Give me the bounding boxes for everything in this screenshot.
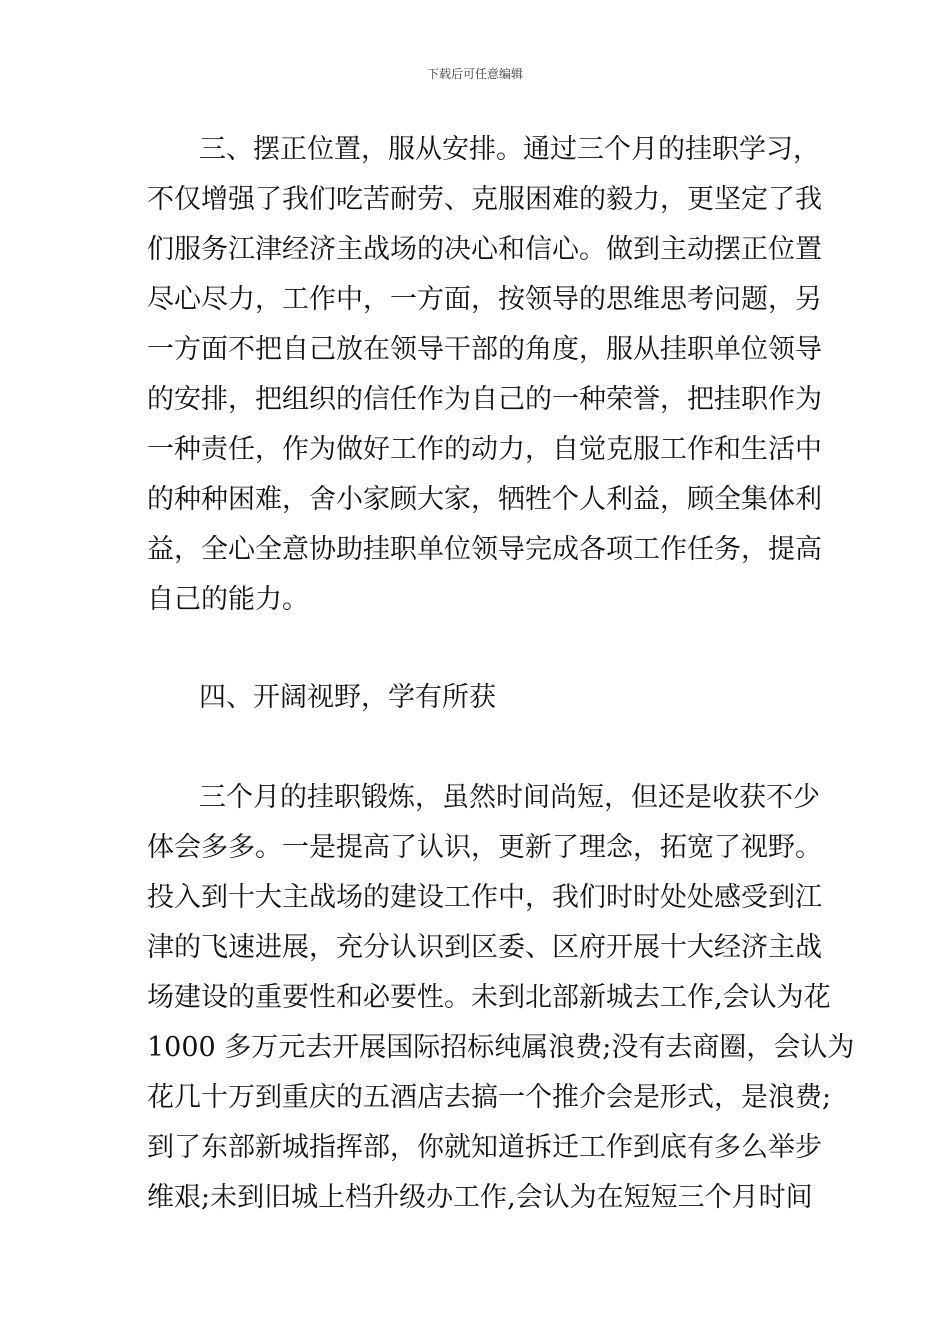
paragraph-line: 花几十万到重庆的五酒店去搞一个推介会是形式，是浪费; <box>147 1082 832 1113</box>
paragraph-line: 自己的能力。 <box>147 584 309 615</box>
paragraph-line: 到了东部新城指挥部，你就知道拆迁工作到底有多么举步 <box>147 1132 822 1163</box>
paragraph-line: 津的飞速进展，充分认识到区委、区府开展十大经济主战 <box>147 932 822 963</box>
paragraph-line: 尽心尽力，工作中，一方面，按领导的思维思考问题，另 <box>147 284 822 315</box>
paragraph-line: 三个月的挂职锻炼，虽然时间尚短，但还是收获不少 <box>199 782 820 813</box>
paragraph-line: 三、摆正位置，服从安排。通过三个月的挂职学习， <box>199 134 820 165</box>
page-header: 下载后可任意编辑 <box>426 67 523 81</box>
paragraph-line: 投入到十大主战场的建设工作中，我们时时处处感受到江 <box>147 882 822 913</box>
paragraph-line: 场建设的重要性和必要性。未到北部新城去工作,会认为花 <box>147 982 831 1013</box>
paragraph-line: 的种种困难，舍小家顾大家，牺牲个人利益，顾全集体利 <box>147 484 822 515</box>
paragraph-line: 一方面不把自己放在领导干部的角度，服从挂职单位领导 <box>147 334 822 365</box>
paragraph-line: 一种责任，作为做好工作的动力，自觉克服工作和生活中 <box>147 434 822 465</box>
paragraph-line: 不仅增强了我们吃苦耐劳、克服困难的毅力，更坚定了我 <box>147 184 822 215</box>
paragraph-line: 的安排，把组织的信任作为自己的一种荣誉，把挂职作为 <box>147 384 822 415</box>
paragraph-line: 们服务江津经济主战场的决心和信心。做到主动摆正位置 <box>147 234 822 265</box>
paragraph-line: 1000 多万元去开展国际招标纯属浪费;没有去商圈，会认为 <box>147 1032 855 1063</box>
paragraph-line: 维艰;未到旧城上档升级办工作,会认为在短短三个月时间 <box>147 1182 813 1213</box>
section-4-heading: 四、开阔视野，学有所获 <box>199 682 496 713</box>
paragraph-line: 益，全心全意协助挂职单位领导完成各项工作任务，提高 <box>147 534 822 565</box>
paragraph-line: 体会多多。一是提高了认识，更新了理念，拓宽了视野。 <box>147 832 822 863</box>
